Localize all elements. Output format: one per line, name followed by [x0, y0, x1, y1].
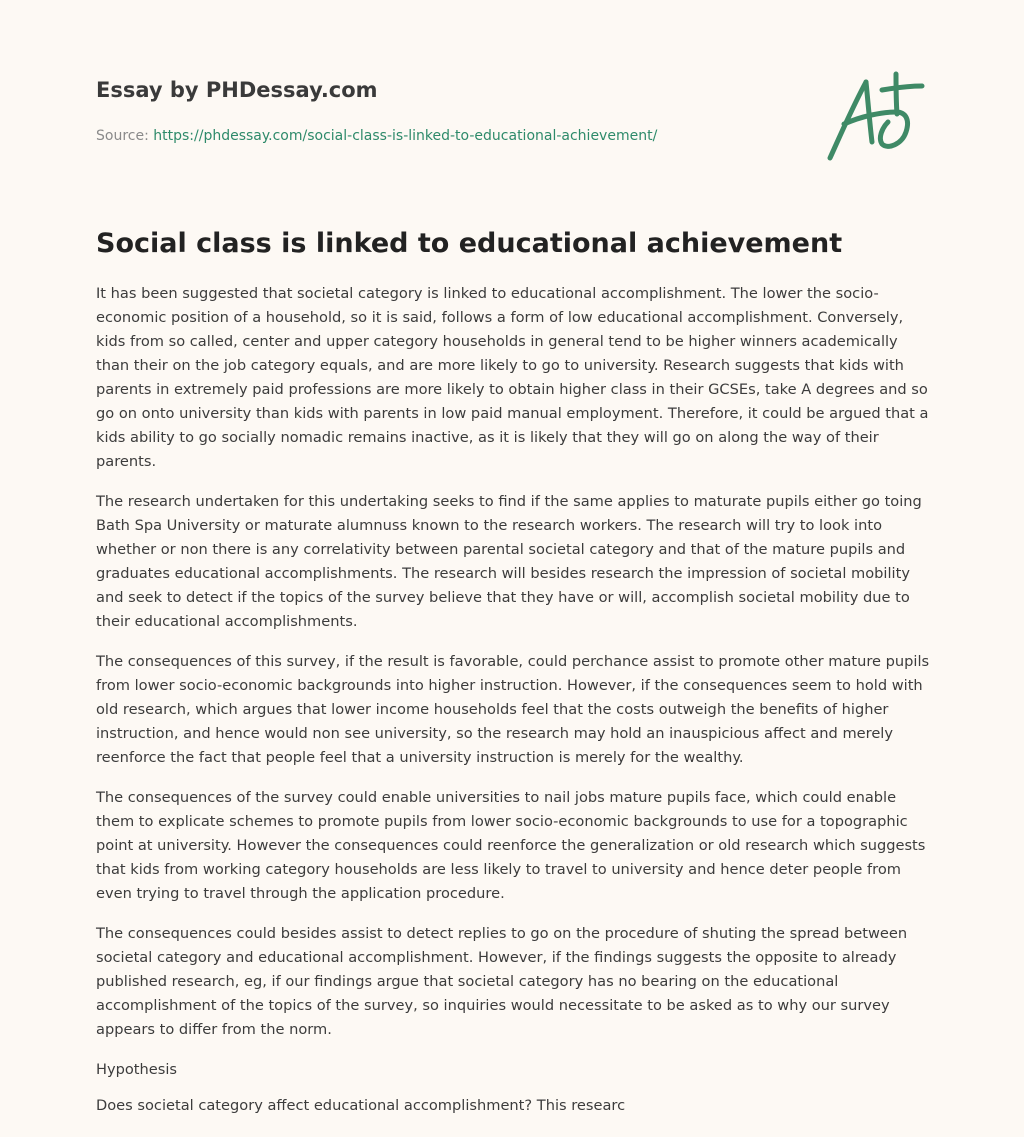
paragraph-1: It has been suggested that societal category is linked to educational accomplishment. The lower the socio-economic position of a household, so it is said, follows a form of low educational accomplishment. Conversely, kids from so called, center and upper category households in general tend to be higher winners academically than their on the job category equals, and are more likely to go to university. Research suggests that kids with parents in extremely paid professions are more likely to obtain higher class in their GCSEs, take A degrees and so go on onto university than kids with parents in low paid manual employment. Therefore, it could be argued that a kids ability to go socially nomadic remains inactive, as it is likely that they will go on along the way of their parents.: [96, 285, 929, 470]
site-brand: Essay by PHDessay.com: [96, 78, 378, 102]
paragraph-7: Does societal category affect educational accomplishment? This researc: [96, 1097, 626, 1114]
paragraph-4: The consequences of the survey could enable universities to nail jobs mature pupils face, which could enable them to explicate schemes to promote pupils from lower socio-economic backgrounds to use for a topographic point at university. However the consequences could reenforce the generalization or old research which suggests that kids from working category households are less likely to travel to university and hence deter people from even trying to travel through the application procedure.: [96, 789, 926, 902]
article-title: Social class is linked to educational achievement: [96, 228, 843, 259]
section-heading-hypothesis: Hypothesis: [96, 1061, 178, 1078]
page-header: [96, 76, 796, 146]
source-link[interactable]: https://phdessay.com/social-class-is-linked-to-educational-achievement/: [153, 128, 658, 144]
source-label: Source:: [96, 128, 154, 144]
paragraph-2: The research undertaken for this undertaking seeks to find if the same applies to maturate pupils either go toing Bath Spa University or maturate alumnuss known to the research workers. The research will try to look into whether or non there is any correlativity between parental societal category and that of the mature pupils and graduates educational accomplishments. The research will besides research the impression of societal mobility and seek to detect if the topics of the survey believe that they have or will, accomplish societal mobility due to their educational accomplishments.: [96, 493, 922, 630]
source-line: [96, 126, 796, 146]
article-body: [96, 282, 932, 1134]
paragraph-5: The consequences could besides assist to detect replies to go on the procedure of shuting the spread between societal category and educational accomplishment. However, if the findings suggests the opposite to already published research, eg, if our findings argue that societal category has no bearing on the educational accomplishment of the topics of the survey, so inquiries would necessitate to be asked as to why our survey appears to differ from the norm.: [96, 925, 908, 1038]
a-plus-logo-icon: [822, 66, 932, 166]
paragraph-3: The consequences of this survey, if the result is favorable, could perchance assist to promote other mature pupils from lower socio-economic backgrounds into higher instruction. However, if the consequences seem to hold with old research, which argues that lower income households feel that the costs outweigh the benefits of higher instruction, and hence would non see university, so the research may hold an inauspicious affect and merely reenforce the fact that people feel that a university instruction is merely for the wealthy.: [96, 653, 930, 766]
